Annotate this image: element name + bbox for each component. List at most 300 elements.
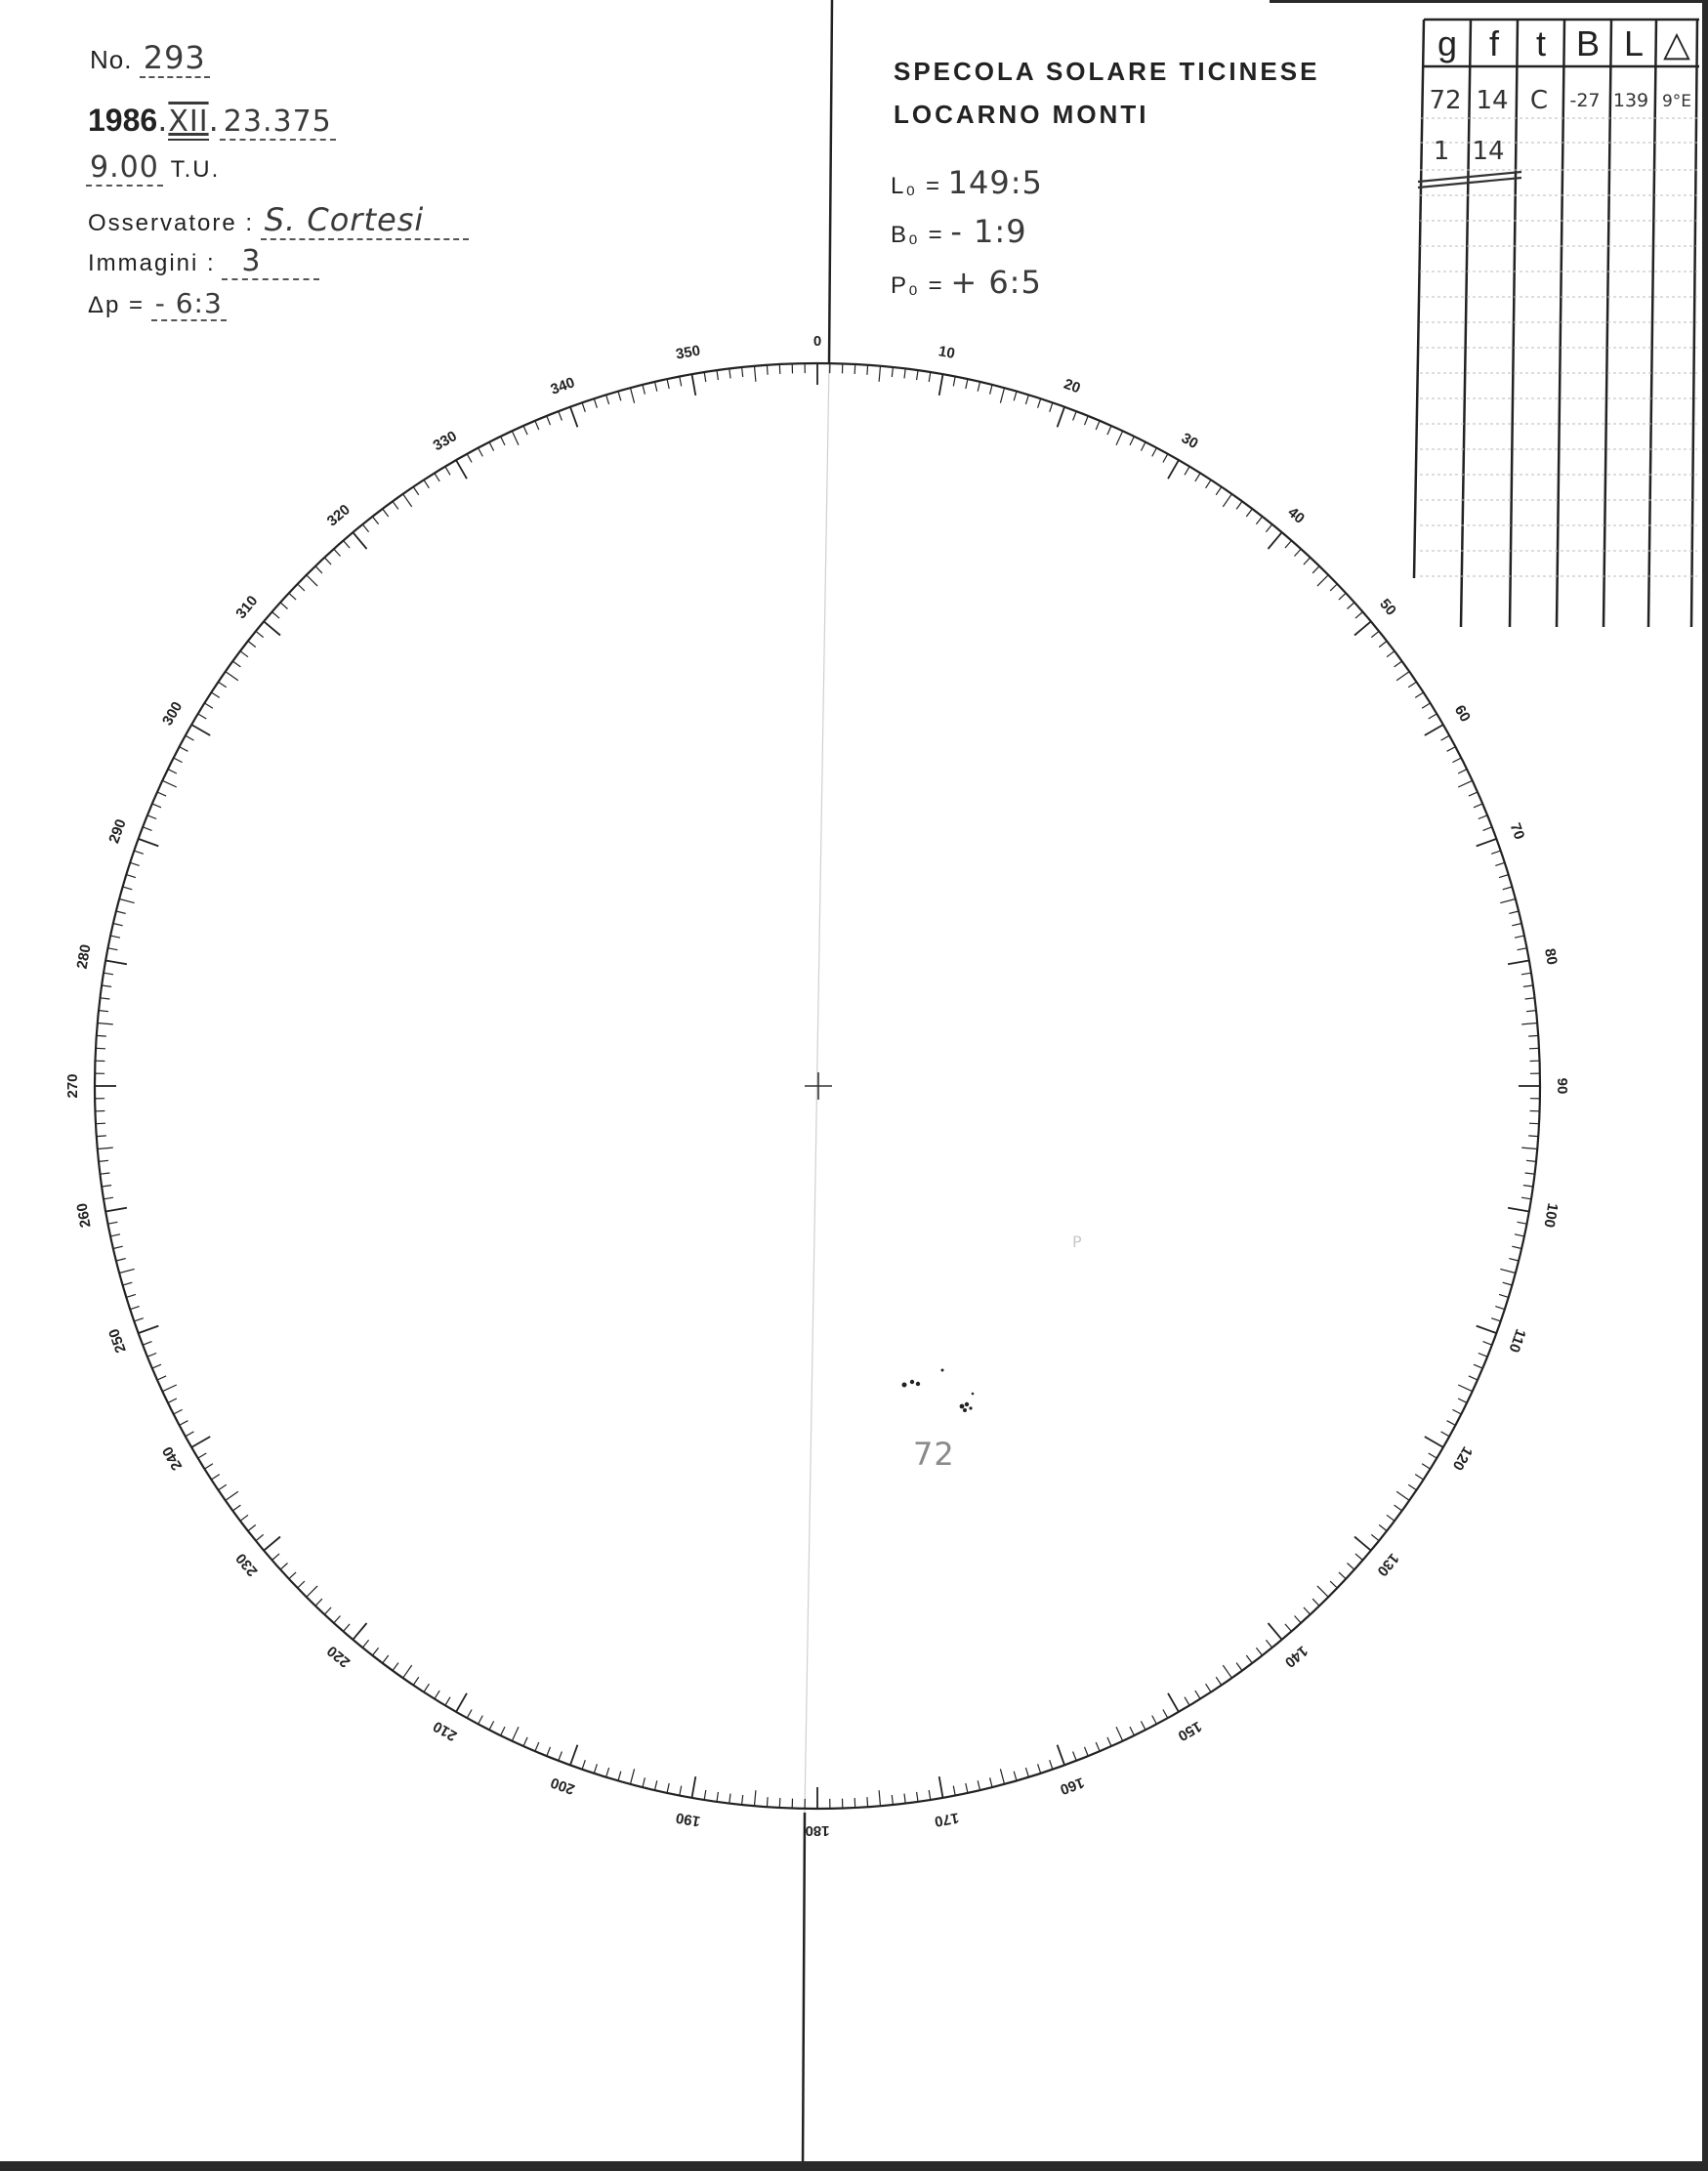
dial-tick	[102, 985, 111, 986]
dial-tick	[248, 641, 256, 647]
dial-tick	[383, 1655, 389, 1663]
dial-tick	[1096, 421, 1100, 430]
dial-tick	[1518, 948, 1527, 950]
dial-tick	[108, 1222, 118, 1224]
dial-tick	[191, 725, 210, 735]
number-label: No.	[90, 45, 133, 74]
dial-tick	[1477, 1326, 1497, 1334]
dial-label: 320	[323, 501, 354, 530]
dial-tick	[1246, 509, 1252, 517]
dial-label: 120	[1448, 1443, 1476, 1474]
dial-label: 180	[805, 1822, 830, 1840]
dial-tick	[717, 1792, 718, 1802]
table-header-g: g	[1437, 23, 1458, 63]
dial-tick	[479, 448, 483, 457]
dial-tick	[1515, 936, 1524, 938]
table-header-t: t	[1535, 23, 1546, 63]
dial-tick	[134, 1318, 144, 1321]
dial-tick	[1348, 603, 1354, 609]
dial-tick	[307, 575, 317, 586]
dial-tick	[1339, 1572, 1346, 1579]
dial-tick	[523, 426, 527, 435]
dial-tick	[324, 1607, 331, 1614]
dial-tick	[104, 1197, 113, 1199]
meridian-inner-line	[805, 363, 829, 1813]
dial-tick	[1355, 1554, 1363, 1561]
dial-tick	[186, 1432, 194, 1437]
dial-tick	[692, 374, 696, 396]
faint-pencil-mark: P	[1072, 1232, 1083, 1251]
dial-tick	[1195, 1691, 1200, 1699]
dial-tick	[315, 566, 322, 573]
table-cell-b: -27	[1569, 90, 1601, 111]
date-month: XII	[168, 104, 209, 139]
dial-tick	[240, 651, 248, 657]
dial-tick	[904, 369, 905, 379]
dial-tick	[867, 365, 868, 375]
dial-tick	[1206, 480, 1211, 487]
dial-tick	[742, 1795, 743, 1805]
number-value: 293	[140, 39, 210, 78]
dial-tick	[729, 1794, 730, 1804]
dial-tick	[535, 1742, 539, 1751]
dial-tick	[226, 672, 238, 681]
dial-tick	[1014, 1772, 1017, 1781]
dial-tick	[606, 395, 609, 404]
dial-tick	[717, 370, 718, 380]
dial-tick	[152, 804, 161, 808]
dial-tick	[755, 1790, 756, 1806]
dial-tick	[631, 1769, 635, 1784]
dial-tick	[1371, 631, 1379, 637]
dial-tick	[779, 1798, 780, 1808]
dial-tick	[1050, 402, 1053, 412]
dial-tick	[353, 532, 366, 549]
dial-tick	[211, 692, 219, 697]
table-cell-f: 14	[1472, 137, 1505, 166]
dial-tick	[307, 1586, 317, 1597]
dial-tick	[1499, 875, 1509, 878]
dial-tick	[879, 366, 880, 382]
dial-tick	[1216, 1677, 1222, 1685]
dial-tick	[1452, 758, 1461, 763]
dial-tick	[168, 1399, 177, 1402]
dial-tick	[240, 1515, 248, 1521]
dial-tick	[174, 1409, 183, 1414]
dial-tick	[99, 1160, 108, 1161]
dial-tick	[157, 1376, 166, 1380]
dial-tick	[334, 549, 341, 556]
dial-tick	[990, 385, 992, 395]
dial-tick	[618, 1772, 621, 1781]
dial-tick	[211, 1475, 219, 1480]
dial-tick	[1491, 1318, 1501, 1321]
dial-label: 30	[1178, 430, 1201, 453]
dial-tick	[1395, 1505, 1402, 1511]
dial-tick	[147, 815, 156, 819]
dial-label: 150	[1175, 1717, 1205, 1744]
dial-label: 190	[674, 1809, 702, 1830]
dial-tick	[1038, 1764, 1041, 1774]
dial-tick	[547, 1747, 551, 1756]
dial-tick	[655, 1780, 657, 1790]
dial-tick	[180, 747, 188, 752]
dial-tick	[130, 862, 140, 865]
dial-tick	[324, 558, 331, 564]
dial-tick	[105, 1208, 127, 1212]
dial-tick	[180, 1421, 188, 1426]
dial-tick	[1447, 747, 1456, 752]
dial-tick	[445, 1697, 450, 1706]
dial-label: 350	[674, 342, 702, 363]
dial-tick	[1491, 851, 1501, 854]
dial-tick	[1266, 524, 1271, 532]
dp-label: Δp =	[88, 292, 146, 318]
dial-tick	[779, 364, 780, 374]
dial-tick	[939, 374, 943, 396]
dial-tick	[1521, 1197, 1531, 1199]
dial-tick	[372, 1648, 378, 1655]
dial-tick	[1515, 1234, 1524, 1236]
dial-tick	[704, 372, 706, 382]
dial-tick	[643, 385, 645, 395]
dial-tick	[232, 661, 240, 667]
dial-tick	[101, 1173, 110, 1174]
dial-tick	[315, 1599, 322, 1606]
dial-tick	[512, 1727, 519, 1741]
table-cell-g: 1	[1433, 137, 1450, 166]
dial-tick	[1396, 672, 1409, 681]
dial-tick	[501, 437, 505, 445]
dial-tick	[1483, 827, 1492, 831]
dial-tick	[1223, 494, 1231, 507]
dial-tick	[226, 1491, 238, 1500]
dial-label: 80	[1541, 946, 1561, 967]
dial-tick	[1256, 1648, 1262, 1655]
dial-tick	[594, 398, 597, 408]
date-year: 1986	[88, 103, 158, 138]
dial-tick	[1304, 1607, 1311, 1614]
dial-tick	[1295, 549, 1302, 556]
dial-tick	[139, 1326, 159, 1334]
dial-tick	[1408, 1484, 1416, 1490]
dial-label: 210	[430, 1717, 460, 1744]
l0-value: 149:5	[947, 164, 1043, 201]
dial-tick	[1525, 1173, 1535, 1174]
dial-tick	[1185, 467, 1189, 476]
dial-tick	[1073, 411, 1077, 420]
dial-tick	[1508, 1208, 1529, 1212]
dial-tick	[162, 780, 177, 787]
dial-tick	[990, 1777, 992, 1787]
dial-tick	[383, 509, 389, 517]
table-header-delta: △	[1663, 23, 1690, 63]
dial-tick	[1509, 1259, 1519, 1261]
dial-tick	[1441, 735, 1450, 740]
dial-label: 310	[232, 592, 262, 622]
dial-tick	[547, 416, 551, 425]
dial-tick	[1130, 1727, 1134, 1735]
dial-tick	[1073, 1752, 1077, 1761]
dial-tick	[413, 1677, 419, 1685]
p0-label: P₀ =	[891, 272, 944, 299]
dial-tick	[1141, 1721, 1146, 1730]
dial-tick	[1447, 1421, 1456, 1426]
dial-tick	[1429, 714, 1437, 719]
dial-tick	[489, 442, 494, 451]
dial-tick	[1371, 1534, 1379, 1540]
dial-tick	[147, 1354, 156, 1357]
p0-value: + 6:5	[950, 264, 1042, 301]
dial-label: 300	[159, 698, 187, 729]
observer-value: S. Cortesi	[261, 201, 470, 240]
dial-tick	[204, 703, 213, 708]
dial-label: 200	[548, 1774, 577, 1798]
dial-tick	[1458, 1385, 1473, 1392]
dial-tick	[403, 1665, 412, 1678]
dial-tick	[1523, 985, 1533, 986]
dial-tick	[1452, 1409, 1461, 1414]
dial-tick	[344, 1624, 351, 1632]
dial-tick	[152, 1364, 161, 1368]
dial-tick	[1163, 454, 1168, 463]
sunspot-group-label: 72	[913, 1436, 955, 1473]
dial-tick	[467, 1710, 472, 1719]
dial-tick	[1168, 460, 1179, 479]
dial-tick	[1503, 887, 1513, 890]
dial-label: 280	[73, 942, 95, 971]
dial-tick	[1469, 1376, 1478, 1380]
dial-tick	[1479, 1354, 1487, 1357]
dial-tick	[174, 758, 183, 763]
dial-tick	[1000, 388, 1004, 403]
dial-tick	[1163, 1710, 1168, 1719]
dial-tick	[1152, 448, 1157, 457]
dial-tick	[1014, 392, 1017, 401]
dial-tick	[755, 366, 756, 382]
dial-tick	[767, 365, 768, 375]
table-cell-l: 139	[1612, 90, 1649, 111]
table-cell-t: C	[1529, 86, 1549, 115]
dial-tick	[264, 621, 280, 635]
dial-tick	[1025, 1768, 1028, 1777]
dial-tick	[1479, 815, 1487, 819]
dial-tick	[1058, 407, 1065, 428]
dial-label: 160	[1058, 1774, 1087, 1798]
dial-tick	[767, 1797, 768, 1807]
dial-tick	[289, 1572, 296, 1579]
dial-tick	[1285, 541, 1292, 549]
dial-tick	[113, 1246, 123, 1248]
dial-tick	[1152, 1716, 1157, 1725]
dial-tick	[456, 460, 467, 479]
dial-tick	[298, 584, 305, 591]
dial-tick	[680, 377, 682, 387]
dial-tick	[1085, 416, 1089, 425]
dial-tick	[1330, 584, 1337, 591]
dial-tick	[978, 1780, 979, 1790]
dial-tick	[1529, 1048, 1539, 1049]
sunspot-group	[902, 1369, 975, 1413]
dial-tick	[704, 1790, 706, 1800]
dial-tick	[110, 936, 120, 938]
dial-tick	[1246, 1655, 1252, 1663]
dial-tick	[879, 1790, 880, 1806]
dial-tick	[1469, 792, 1478, 796]
dial-tick	[334, 1616, 341, 1623]
dial-tick	[892, 367, 893, 377]
dial-tick	[667, 1783, 669, 1793]
dial-label: 20	[1062, 375, 1083, 397]
dial-label: 60	[1450, 702, 1474, 726]
dial-tick	[126, 1294, 136, 1297]
dial-tick	[1295, 1616, 1302, 1623]
dial-tick	[535, 421, 539, 430]
dial-tick	[1330, 1581, 1337, 1588]
dial-tick	[582, 1760, 585, 1770]
table-cell-g: 72	[1429, 86, 1462, 115]
dial-tick	[403, 494, 412, 507]
dial-tick	[1521, 973, 1531, 975]
dial-tick	[1422, 1464, 1431, 1469]
dial-tick	[1422, 703, 1431, 708]
dial-label: 140	[1281, 1642, 1312, 1671]
dial-tick	[1503, 1282, 1513, 1285]
dial-label: 340	[548, 374, 577, 398]
scan-edge-top	[1270, 0, 1708, 3]
dial-tick	[424, 480, 429, 487]
dial-tick	[105, 961, 127, 965]
dial-tick	[272, 612, 280, 619]
dial-tick	[424, 1684, 429, 1691]
dial-tick	[1379, 1524, 1387, 1530]
dial-tick	[1304, 558, 1311, 564]
dial-tick	[512, 431, 519, 445]
dial-tick	[97, 1035, 106, 1036]
dial-tick	[594, 1764, 597, 1774]
dial-label: 90	[1554, 1077, 1571, 1095]
table-cell-f: 14	[1476, 86, 1509, 115]
dial-tick	[1528, 1136, 1538, 1137]
dial-tick	[362, 524, 368, 532]
dial-label: 130	[1373, 1550, 1402, 1580]
dial-tick	[219, 682, 227, 688]
dial-tick	[501, 1727, 505, 1735]
dial-tick	[1085, 1747, 1089, 1756]
dial-tick	[157, 792, 166, 796]
dial-tick	[1107, 1737, 1111, 1746]
dial-tick	[1096, 1742, 1100, 1751]
dial-tick	[116, 1259, 126, 1261]
dial-tick	[168, 770, 177, 773]
dial-tick	[139, 839, 159, 847]
dial-label: 110	[1505, 1326, 1529, 1356]
dial-tick	[1458, 780, 1473, 787]
dial-tick	[1425, 725, 1443, 735]
dial-tick	[1379, 641, 1387, 647]
dial-tick	[1458, 1399, 1467, 1402]
dial-tick	[1256, 517, 1262, 524]
table-cell-delta: 9°E	[1661, 92, 1692, 111]
images-label: Immagini :	[88, 250, 216, 276]
dial-tick	[1116, 431, 1123, 445]
dial-tick	[123, 887, 133, 890]
dial-tick	[953, 1786, 955, 1796]
meridian-bottom-line	[803, 1813, 805, 2171]
dial-tick	[1512, 1246, 1521, 1248]
dial-tick	[643, 1777, 645, 1787]
dial-tick	[1355, 612, 1363, 619]
dial-tick	[289, 593, 296, 600]
dial-tick	[1526, 1011, 1536, 1012]
dial-tick	[119, 899, 135, 903]
table-header-b: B	[1575, 23, 1600, 63]
dial-tick	[1285, 1624, 1292, 1632]
dial-tick	[1206, 1684, 1211, 1691]
dial-tick	[198, 1453, 207, 1458]
dial-tick	[98, 1023, 113, 1024]
dial-tick	[1223, 1665, 1231, 1678]
dial-tick	[917, 370, 918, 380]
dial-tick	[1500, 1269, 1516, 1273]
dial-tick	[248, 1524, 256, 1530]
dial-tick	[1236, 501, 1242, 509]
dial-tick	[102, 1186, 111, 1187]
dial-tick	[413, 487, 419, 495]
dial-tick	[1521, 1023, 1537, 1024]
dial-label: 100	[1540, 1201, 1562, 1230]
dial-tick	[1408, 682, 1416, 688]
time-value: 9.00	[86, 150, 163, 187]
dial-tick	[1317, 1586, 1328, 1597]
dial-tick	[1429, 1453, 1437, 1458]
dial-tick	[126, 875, 136, 878]
dial-tick	[198, 714, 207, 719]
dial-tick	[104, 973, 113, 975]
dial-tick	[191, 1437, 210, 1447]
dial-tick	[344, 541, 351, 549]
dial-tick	[1387, 1515, 1395, 1521]
dial-tick	[892, 1795, 893, 1805]
dial-tick	[280, 1564, 287, 1570]
dial-tick	[134, 851, 144, 854]
dial-tick	[1474, 804, 1482, 808]
dial-tick	[298, 1581, 305, 1588]
dial-tick	[655, 382, 657, 392]
dial-tick	[1518, 1222, 1527, 1224]
dial-tick	[1317, 575, 1328, 586]
scan-edge-bottom	[0, 2161, 1708, 2171]
dial-tick	[1339, 593, 1346, 600]
time-unit: T.U.	[170, 156, 221, 183]
dial-tick	[1354, 621, 1371, 635]
dial-tick	[867, 1797, 868, 1807]
dial-tick	[393, 501, 398, 509]
dial-tick	[1495, 862, 1505, 865]
dial-label: 170	[933, 1809, 961, 1830]
institution-name: SPECOLA SOLARE TICINESE	[894, 57, 1320, 86]
dial-tick	[1168, 1693, 1179, 1712]
meridian-top-line	[829, 0, 832, 363]
dial-tick	[523, 1737, 527, 1746]
dial-tick	[559, 411, 562, 420]
dial-tick	[1441, 1432, 1450, 1437]
dial-tick	[1425, 1437, 1443, 1447]
dial-tick	[1312, 566, 1319, 573]
dial-tick	[96, 1048, 105, 1049]
date-day: 23.375	[220, 104, 336, 141]
dial-tick	[1528, 1035, 1538, 1036]
